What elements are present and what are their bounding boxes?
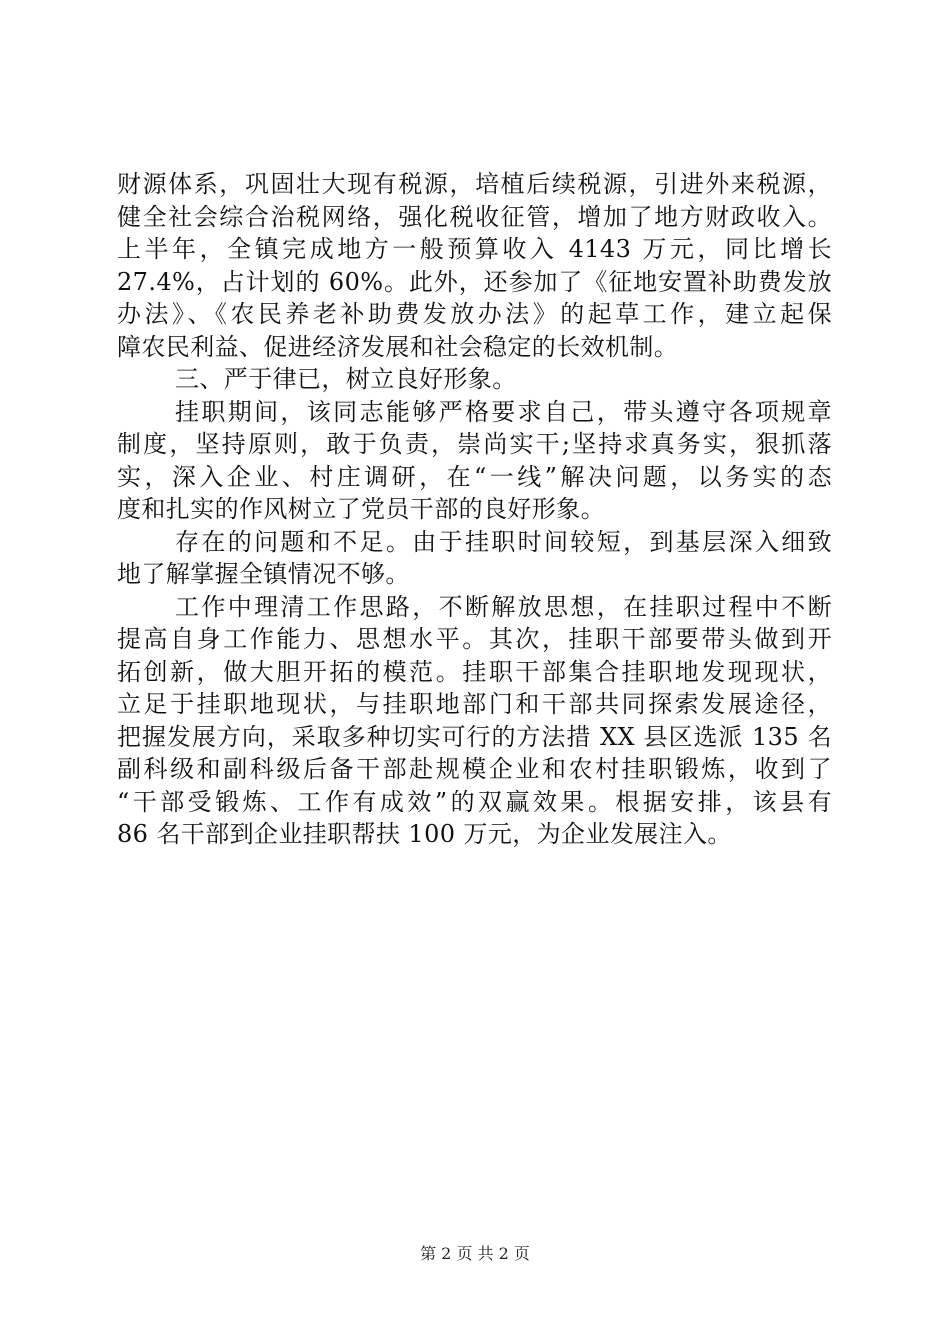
text-line: 健全社会综合治税网络，强化税收征管，增加了地方财政收入。 (117, 202, 832, 231)
text-line: 办法》、《农民养老补助费发放办法》的起草工作，建立起保 (117, 300, 832, 328)
document-body (117, 168, 832, 851)
text-line: 制度，坚持原则，敢于负责，崇尚实干;坚持求真务实，狠抓落 (117, 430, 832, 458)
text-line: 存在的问题和不足。由于挂职时间较短，到基层深入细致 (175, 527, 832, 556)
text-line: 拓创新，做大胆开拓的模范。挂职干部集合挂职地发现现状， (117, 657, 832, 686)
text-line: 工作中理清工作思路，不断解放思想，在挂职过程中不断 (175, 592, 832, 621)
text-line: 副科级和副科级后备干部赴规模企业和农村挂职锻炼，收到了 (117, 755, 832, 783)
text-line: 把握发展方向，采取多种切实可行的方法措 XX 县区选派 135 名 (117, 722, 832, 751)
text-line: 27.4%，占计划的 60%。此外，还参加了《征地安置补助费发放 (117, 267, 832, 296)
text-line: 86 名干部到企业挂职帮扶 100 万元，为企业发展注入。 (117, 820, 732, 848)
text-line: 挂职期间，该同志能够严格要求自己，带头遵守各项规章 (175, 397, 832, 426)
text-line: 度和扎实的作风树立了党员干部的良好形象。 (117, 495, 605, 523)
text-line: 立足于挂职地现状，与挂职地部门和干部共同探索发展途径， (117, 690, 832, 718)
text-line: “干部受锻炼、工作有成效”的双赢效果。根据安排，该县有 (117, 787, 832, 816)
text-line: 障农民利益、促进经济发展和社会稳定的长效机制。 (117, 332, 679, 361)
text-line: 财源体系，巩固壮大现有税源，培植后续税源，引进外来税源， (117, 170, 832, 198)
section-heading: 三、严于律已，树立良好形象。 (175, 365, 517, 393)
text-line: 上半年，全镇完成地方一般预算收入 4143 万元，同比增长 (117, 235, 832, 263)
text-line: 提高自身工作能力、思想水平。其次，挂职干部要带头做到开 (117, 625, 832, 653)
text-line: 地了解掌握全镇情况不够。 (117, 560, 410, 588)
page-number-footer: 第 2 页 共 2 页 (420, 1244, 530, 1263)
text-line: 实，深入企业、村庄调研，在“一线”解决问题，以务实的态 (117, 462, 832, 491)
